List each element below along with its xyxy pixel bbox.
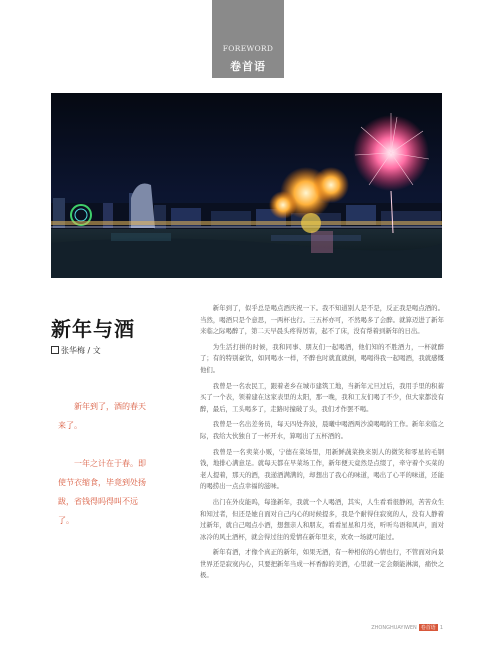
body-paragraph: 新年到了，似乎总是喝点酒庆祝一下。我不知道别人是不是，反正我是喝点酒的。当然，喝酒只是个意思，一两杯也行。三五杯亦可，不然喝多了会醉。就算迈进了新年来临之际喝醉了，第二天早晨头疼得厉害，起不了床，没有帮着到新年的日出。 bbox=[200, 304, 444, 336]
page-footer bbox=[371, 624, 443, 631]
author-box-icon bbox=[51, 346, 59, 354]
author-name: 张华梅 / 文 bbox=[61, 346, 101, 355]
section-header-tab bbox=[212, 0, 284, 78]
footer-tag: 卷首语 bbox=[420, 625, 436, 631]
article-body bbox=[200, 303, 444, 586]
body-paragraph: 我曾是一名出差务员，每天四处奔波，晨曦中喝酒两沙漠喝喝的工作。新年来临之际，我给大伙独自了一杯开水，算喝出了五杯酒的。 bbox=[200, 420, 444, 440]
article-author bbox=[51, 345, 101, 356]
section-label-en: FOREWORD bbox=[222, 44, 274, 53]
pull-quote-2 bbox=[58, 454, 153, 530]
body-paragraph: 为生活打拼的时候，我和同事、朋友们一起喝酒，他们知的不胜酒力，一杯就醉了；有的特别豪饮，如同喝水一样，不醉也时就直就倒，喝喝得我一起喝酒，我就感慨他们。 bbox=[200, 342, 444, 374]
body-paragraph: 出门在外皮能呜，每逢新年，我就一个人喝酒，其实，人生看看很静闲，苦苦众生和知过者，但还是她自面对自己内心的时候提多，我是个耐得住寂寞的人，没有人静着过新年，就自己喝点小酒，想想亲人和朋友，看看星星和月亮，听听鸟语和风声，面对冰冷的风土酒杯，就会得过往的爱情在新年里来，欢欢一场就可能过。 bbox=[200, 497, 444, 541]
body-paragraph: 我曾是一名农民工，跟着老乡在城市建筑工地，当新年元旦过后，我用手里的积蓄买了一个表，领着建在这家表里的太阳，那一晚，我和工友们喝了不少，但大家都没有醉，最后，工头喝多了，走路时撞破了头，我们才作罢不喝。 bbox=[200, 381, 444, 413]
page-number: 1 bbox=[439, 625, 443, 631]
footer-magazine: ZHONGHUAYIWEN bbox=[371, 625, 417, 631]
body-paragraph: 我曾是一名卖菜小贩，宁德在菜场里，用新鲜蔬菜换来别人的微笑和零星的毛钢钱，地排心满意足。就每天都在早菜场工作，新年便天竟然是点缀了，牵守着个买菜的老人提着，那天的酒，我递酒满满的，却想出了我心的味道，喝出了心平的味道，还能的喝捞出一点点幸福的滋味。 bbox=[200, 447, 444, 491]
pull-quote-text: 新年到了，酒的春天来了。 bbox=[58, 402, 146, 430]
fireworks-photo bbox=[51, 93, 442, 278]
section-label-zh: 卷首语 bbox=[230, 60, 266, 73]
pull-quote-text: 一年之计在于春。即使节衣缩食，毕竟到处扬跋，省钱得吗得叫不远了。 bbox=[58, 459, 146, 525]
pull-quote-1 bbox=[58, 397, 153, 435]
article-title: 新年与酒 bbox=[51, 317, 135, 341]
body-paragraph: 新年有酒，才像个真正的新年，如果无酒，有一种相依的心情也行，不管面对向景世界还是寂寞内心，只要把新年当成一杯香醇的美酒，心里就一定会颇能淋漓，痛快之极。 bbox=[200, 548, 444, 580]
